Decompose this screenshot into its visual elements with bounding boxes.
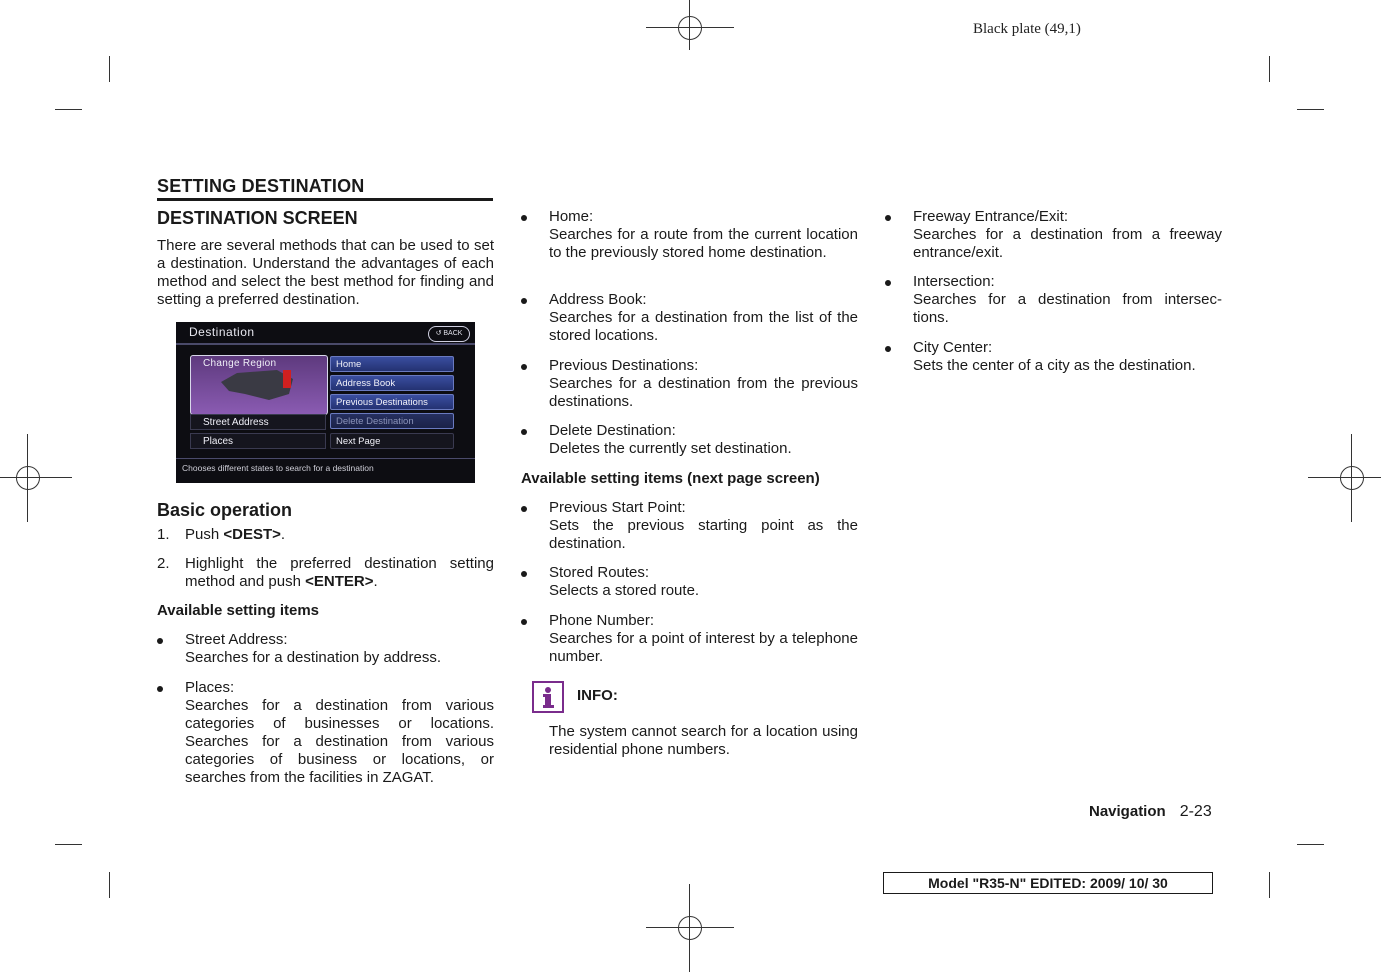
heading-next-page-items: Available setting items (next page screen)	[521, 470, 820, 487]
page-number: 2-23	[1179, 803, 1212, 820]
section-title: SETTING DESTINATION	[157, 176, 365, 196]
menu-address-book: Address Book	[330, 375, 454, 391]
places-item: Places	[190, 433, 326, 449]
registration-mark	[646, 884, 734, 972]
step-1: 1. Push <DEST>.	[157, 526, 286, 543]
bullet-icon	[521, 215, 527, 221]
list-item: Address Book: Searches for a destination from the list of the stored locations.	[521, 291, 858, 345]
heading-destination-screen: DESTINATION SCREEN	[157, 208, 358, 228]
bullet-icon	[885, 215, 891, 221]
bullet-icon	[885, 346, 891, 352]
screen-title: Destination	[189, 325, 255, 339]
crop-mark	[55, 109, 82, 110]
street-address-item: Street Address	[190, 414, 326, 430]
bullet-icon	[157, 686, 163, 692]
info-title: INFO:	[577, 687, 618, 704]
list-item: Phone Number: Searches for a point of interest by a telephone number.	[521, 612, 858, 666]
list-item: Home: Searches for a route from the current location to the previously stored home destination.	[521, 208, 858, 262]
crop-mark	[1297, 109, 1324, 110]
back-button: ↺ BACK	[428, 326, 470, 342]
heading-basic-operation: Basic operation	[157, 500, 293, 520]
list-item: Previous Destinations: Searches for a destination from the previous destinations.	[521, 357, 858, 411]
registration-mark	[0, 434, 72, 522]
list-item: Places: Searches for a destination from various categories of businesses or locations. Searches for a destination from various categories of business or locations, or searches from the facilities in ZAGAT.	[157, 679, 494, 787]
step-2: 2. Highlight the preferred destination setting method and push <ENTER>.	[157, 555, 494, 590]
registration-mark	[646, 0, 734, 50]
footer-section: Navigation	[1089, 803, 1166, 820]
bullet-icon	[521, 571, 527, 577]
plate-label: Black plate (49,1)	[973, 21, 1081, 37]
change-region-label: Change Region	[203, 358, 277, 369]
bullet-icon	[521, 506, 527, 512]
bullet-icon	[521, 364, 527, 370]
list-item: Stored Routes: Selects a stored route.	[521, 564, 858, 600]
crop-mark	[1297, 844, 1324, 845]
crop-mark	[55, 844, 82, 845]
menu-previous-destinations: Previous Destinations	[330, 394, 454, 410]
menu-next-page: Next Page	[330, 433, 454, 449]
crop-mark	[109, 56, 110, 82]
bullet-icon	[521, 619, 527, 625]
state-marker-icon	[283, 370, 291, 388]
section-rule	[157, 198, 493, 201]
heading-available-items: Available setting items	[157, 602, 319, 619]
crop-mark	[1269, 56, 1270, 82]
list-item: Delete Destination: Deletes the currently set destination.	[521, 422, 858, 458]
list-item: Freeway Entrance/Exit: Searches for a destination from a freeway entrance/exit.	[885, 208, 1222, 262]
model-edit-box: Model "R35-N" EDITED: 2009/ 10/ 30	[883, 872, 1213, 894]
menu-delete-destination: Delete Destination	[330, 413, 454, 429]
intro-paragraph: There are several methods that can be used to set a destination. Understand the advantages of each method and select the best method for finding and setting a preferred destination.	[157, 237, 494, 308]
menu-home: Home	[330, 356, 454, 372]
screen-footer: Chooses different states to search for a destination	[182, 463, 374, 473]
bullet-icon	[521, 429, 527, 435]
destination-screen-image	[176, 322, 475, 483]
list-item: Previous Start Point: Sets the previous starting point as the destination.	[521, 499, 858, 553]
crop-mark	[1269, 872, 1270, 898]
info-icon	[532, 681, 564, 713]
bullet-icon	[885, 280, 891, 286]
list-item: City Center: Sets the center of a city as the destination.	[885, 339, 1222, 375]
list-item: Street Address: Searches for a destination by address.	[157, 631, 494, 667]
change-region-panel	[190, 355, 328, 415]
registration-mark	[1308, 434, 1381, 522]
bullet-icon	[157, 638, 163, 644]
bullet-icon	[521, 298, 527, 304]
page-footer	[1089, 803, 1212, 821]
info-text: The system cannot search for a location using residential phone numbers.	[549, 723, 858, 758]
crop-mark	[109, 872, 110, 898]
list-item: Intersection: Searches for a destination from intersec- tions.	[885, 273, 1222, 327]
